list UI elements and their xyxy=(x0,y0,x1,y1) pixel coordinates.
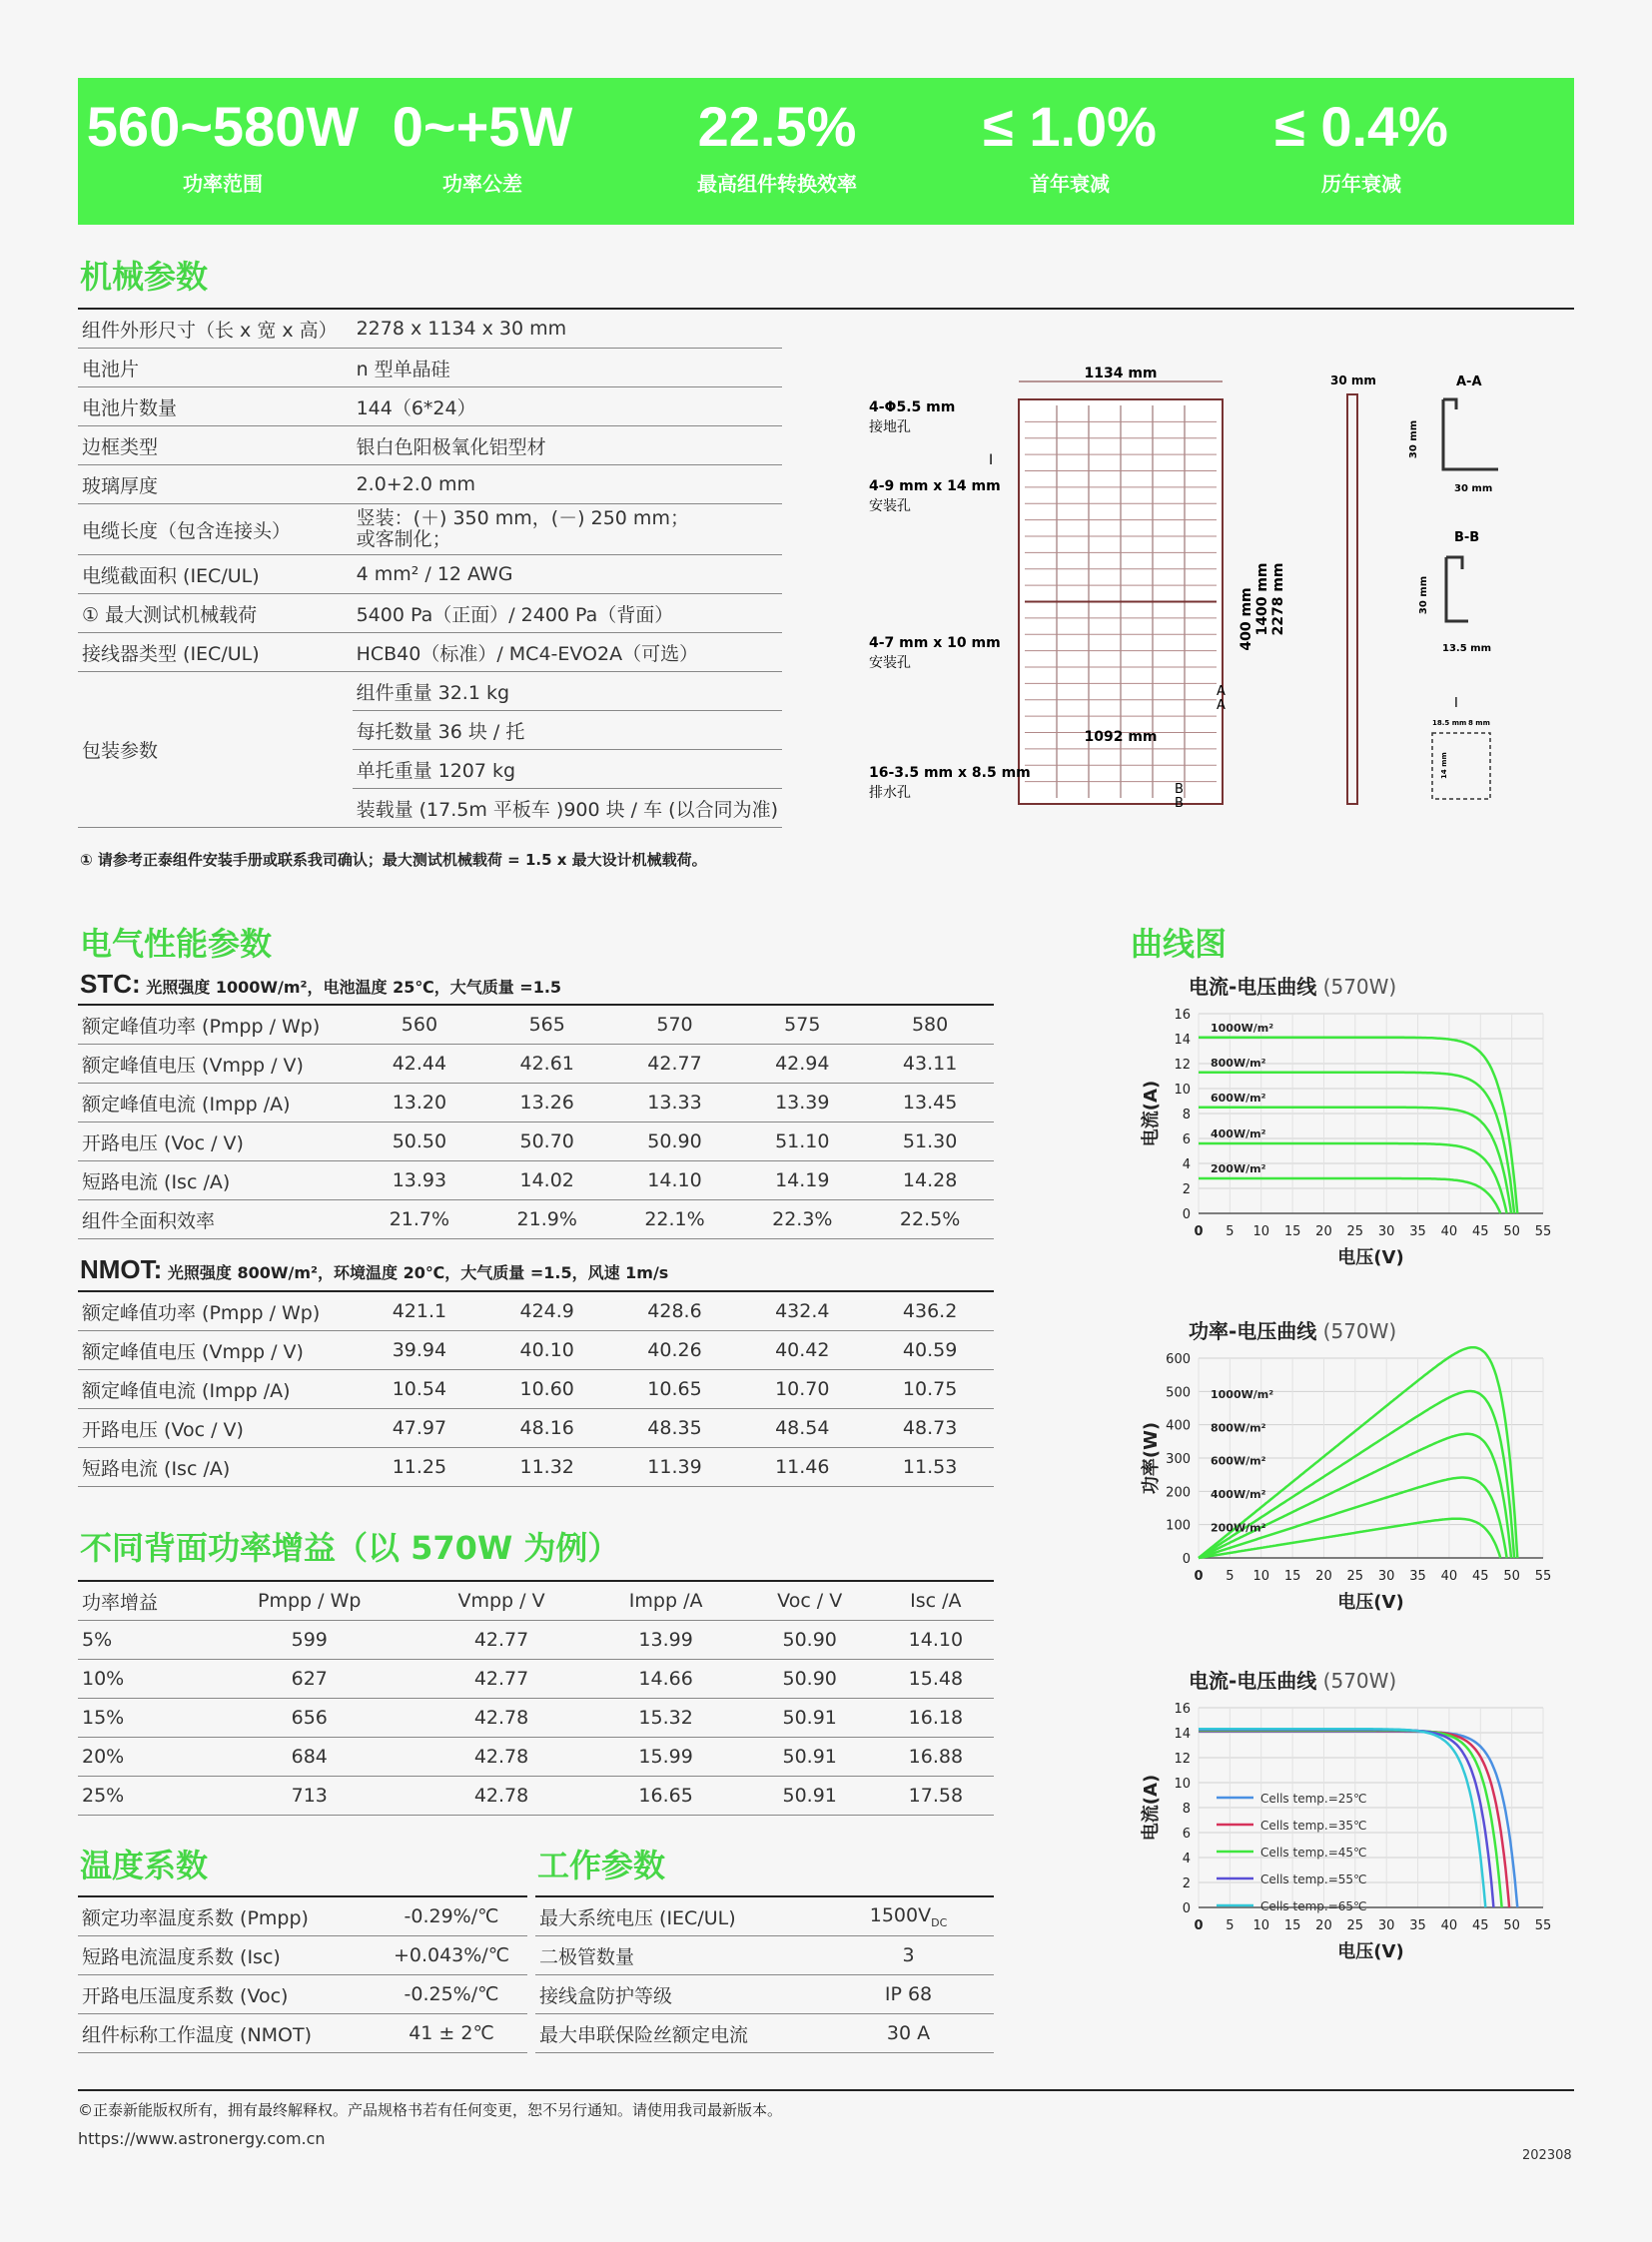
bb-dim-2: 13.5 mm xyxy=(1442,643,1491,654)
y-axis-label: 电流(A) xyxy=(1141,1774,1162,1842)
chart-iv-irradiance xyxy=(1129,964,1578,1283)
section-title-electrical: 电气性能参数 xyxy=(80,925,273,963)
table-cell: 17.58 xyxy=(878,1777,994,1816)
chart-iv-temperature xyxy=(1129,1658,1578,1987)
kpi-power-range: 560~580W 功率范围 xyxy=(86,95,360,196)
y-tick-label: 400 xyxy=(1166,1418,1191,1434)
bb-dim-1: 30 mm xyxy=(1418,575,1429,615)
kpi-annual-degradation: ≤ 0.4% 历年衰减 xyxy=(1274,95,1448,196)
mechanical-table xyxy=(78,310,782,828)
table-cell: 13.26 xyxy=(483,1084,611,1122)
table-cell: 短路电流温度系数 (Isc) xyxy=(78,1936,376,1975)
y-tick-label: 100 xyxy=(1166,1518,1191,1534)
table-cell: 13.99 xyxy=(590,1621,742,1660)
table-cell: 额定峰值功率 (Pmpp / Wp) xyxy=(78,1291,356,1331)
y-axis-label: 功率(W) xyxy=(1141,1421,1162,1495)
table-cell: 11.53 xyxy=(866,1448,994,1487)
table-cell: 11.46 xyxy=(738,1448,866,1487)
table-cell: 50.70 xyxy=(483,1122,611,1161)
y-tick-label: 10 xyxy=(1174,1083,1191,1098)
table-cell: 15% xyxy=(78,1699,206,1738)
table-cell: Impp /A xyxy=(590,1581,742,1621)
table-row: 电缆长度（包含连接头） 竖装：(＋) 350 mm，(－) 250 mm； 或客制化； xyxy=(78,504,782,555)
table-cell: 额定功率温度系数 (Pmpp) xyxy=(78,1896,376,1936)
table-cell: 14.28 xyxy=(866,1161,994,1200)
series-label: 600W/m² xyxy=(1211,1091,1266,1105)
table-row xyxy=(78,1200,994,1239)
table-cell: 40.59 xyxy=(866,1331,994,1370)
kpi-first-year-degradation: ≤ 1.0% 首年衰减 xyxy=(983,95,1157,196)
table-cell: 50.90 xyxy=(742,1660,878,1699)
x-tick-label: 40 xyxy=(1440,1918,1458,1933)
table-row: 包装参数 组件重量 32.1 kg xyxy=(78,672,782,711)
table-cell: 10.60 xyxy=(483,1370,611,1409)
table-cell: 42.78 xyxy=(413,1777,589,1816)
x-axis-label: 电压(V) xyxy=(1337,1247,1404,1268)
series-label: 400W/m² xyxy=(1211,1488,1266,1501)
table-cell: 40.10 xyxy=(483,1331,611,1370)
x-tick-label: 5 xyxy=(1226,1569,1235,1584)
table-row: 电池片 n 型单晶硅 xyxy=(78,349,782,387)
table-cell: 额定峰值电流 (Impp /A) xyxy=(78,1084,356,1122)
chart-pv-irradiance xyxy=(1129,1308,1578,1628)
x-axis-label: 电压(V) xyxy=(1337,1941,1404,1962)
callout-mount-hole-1-sub: 安装孔 xyxy=(869,498,911,514)
y-tick-label: 14 xyxy=(1174,1727,1191,1742)
table-row xyxy=(78,1896,527,1936)
series-label: 1000W/m² xyxy=(1211,1021,1274,1035)
table-cell: 42.77 xyxy=(413,1660,589,1699)
x-tick-label: 55 xyxy=(1534,1224,1552,1239)
table-row xyxy=(78,1621,994,1660)
x-tick-label: 35 xyxy=(1409,1569,1426,1584)
y-tick-label: 600 xyxy=(1166,1352,1191,1367)
table-cell: 额定峰值电压 (Vmpp / V) xyxy=(78,1331,356,1370)
y-tick-label: 16 xyxy=(1174,1702,1191,1717)
table-cell: 额定峰值电压 (Vmpp / V) xyxy=(78,1045,356,1084)
table-cell: 424.9 xyxy=(483,1291,611,1331)
mark-b2: B xyxy=(1175,796,1184,811)
stc-table xyxy=(78,1004,994,1239)
table-row: 接线器类型 (IEC/UL) HCB40（标准）/ MC4-EVO2A（可选） xyxy=(78,633,782,672)
table-cell: 50.90 xyxy=(611,1122,739,1161)
table-cell: 421.1 xyxy=(356,1291,483,1331)
table-cell: 11.32 xyxy=(483,1448,611,1487)
footer-code: 202308 xyxy=(1522,2148,1572,2163)
table-row xyxy=(78,1291,994,1331)
kpi-efficiency: 22.5% 最高组件转换效率 xyxy=(697,95,857,196)
side-width-label: 30 mm xyxy=(1330,374,1376,387)
table-cell: 11.25 xyxy=(356,1448,483,1487)
series-label: 200W/m² xyxy=(1211,1162,1266,1175)
x-tick-label: 10 xyxy=(1252,1918,1270,1933)
table-row xyxy=(78,1161,994,1200)
legend-label: Cells temp.=25℃ xyxy=(1260,1792,1367,1806)
table-cell: 40.26 xyxy=(611,1331,739,1370)
table-row: 每托数量 36 块 / 托 xyxy=(78,711,782,750)
i-dim-2: 8 mm xyxy=(1468,719,1490,727)
x-tick-label: 15 xyxy=(1283,1224,1301,1239)
x-tick-label: 20 xyxy=(1315,1569,1332,1584)
table-cell: 11.39 xyxy=(611,1448,739,1487)
section-title-mechanical: 机械参数 xyxy=(80,258,209,296)
stc-heading: STC: 光照强度 1000W/m²，电池温度 25℃，大气质量 =1.5 xyxy=(80,969,562,999)
table-cell: 51.30 xyxy=(866,1122,994,1161)
table-cell: 22.1% xyxy=(611,1200,739,1239)
legend-label: Cells temp.=35℃ xyxy=(1260,1819,1367,1833)
table-row xyxy=(78,1005,994,1045)
table-cell: 13.39 xyxy=(738,1084,866,1122)
x-tick-label: 50 xyxy=(1503,1918,1520,1933)
table-cell: 50.91 xyxy=(742,1699,878,1738)
table-cell: 10.65 xyxy=(611,1370,739,1409)
table-cell: 40.42 xyxy=(738,1331,866,1370)
bifacial-table xyxy=(78,1580,994,1816)
table-cell: 16.65 xyxy=(590,1777,742,1816)
operating-table xyxy=(535,1895,994,2053)
x-tick-label: 15 xyxy=(1283,1569,1301,1584)
table-cell: 组件标称工作温度 (NMOT) xyxy=(78,2014,376,2053)
table-cell: 15.32 xyxy=(590,1699,742,1738)
y-tick-label: 4 xyxy=(1182,1157,1191,1172)
table-cell: 13.45 xyxy=(866,1084,994,1122)
table-cell: 48.54 xyxy=(738,1409,866,1448)
x-tick-label: 40 xyxy=(1440,1569,1458,1584)
table-cell: 22.3% xyxy=(738,1200,866,1239)
y-tick-label: 6 xyxy=(1182,1827,1191,1842)
mark-a1: A xyxy=(1217,684,1226,699)
table-row: 电池片数量 144（6*24） xyxy=(78,387,782,426)
table-cell: 575 xyxy=(738,1005,866,1045)
series-label: 800W/m² xyxy=(1211,1056,1266,1070)
table-row: 二极管数量 3 xyxy=(535,1936,994,1975)
footer-url[interactable]: https://www.astronergy.com.cn xyxy=(78,2129,326,2148)
table-cell: 14.02 xyxy=(483,1161,611,1200)
y-tick-label: 8 xyxy=(1182,1802,1191,1817)
table-cell: 50.91 xyxy=(742,1777,878,1816)
dim-400: 400 mm xyxy=(1239,587,1254,651)
table-row xyxy=(78,1777,994,1816)
series-label: 600W/m² xyxy=(1211,1454,1266,1468)
x-tick-label: 0 xyxy=(1194,1224,1204,1239)
x-tick-label: 20 xyxy=(1315,1224,1332,1239)
y-tick-label: 6 xyxy=(1182,1132,1191,1147)
table-cell: 48.16 xyxy=(483,1409,611,1448)
mechanical-note: ① 请参考正泰组件安装手册或联系我司确认；最大测试机械载荷 = 1.5 x 最大设计机械载荷。 xyxy=(80,851,707,869)
table-cell: 42.77 xyxy=(611,1045,739,1084)
table-cell: 21.9% xyxy=(483,1200,611,1239)
table-cell: 开路电压 (Voc / V) xyxy=(78,1409,356,1448)
y-tick-label: 0 xyxy=(1182,1901,1191,1916)
callout-ground-hole-sub: 接地孔 xyxy=(869,419,911,435)
series-label: 1000W/m² xyxy=(1211,1388,1274,1401)
mark-i: I xyxy=(989,452,994,468)
table-row xyxy=(78,1660,994,1699)
table-cell: 13.20 xyxy=(356,1084,483,1122)
y-tick-label: 2 xyxy=(1182,1876,1191,1891)
x-tick-label: 55 xyxy=(1534,1569,1552,1584)
kpi-power-tolerance: 0~+5W 功率公差 xyxy=(392,95,573,196)
table-row: 边框类型 银白色阳极氧化铝型材 xyxy=(78,426,782,465)
x-tick-label: 45 xyxy=(1471,1918,1489,1933)
footer-copyright: ©正泰新能版权所有，拥有最终解释权。产品规格书若有任何变更，恕不另行通知。请使用我司最新版本。 xyxy=(78,2101,783,2119)
table-row xyxy=(78,2014,527,2053)
x-tick-label: 45 xyxy=(1471,1224,1489,1239)
y-tick-label: 10 xyxy=(1174,1777,1191,1792)
table-cell: 42.61 xyxy=(483,1045,611,1084)
table-row: 组件外形尺寸（长 x 宽 x 高） 2278 x 1134 x 30 mm xyxy=(78,310,782,349)
y-tick-label: 2 xyxy=(1182,1182,1191,1197)
table-cell: 48.35 xyxy=(611,1409,739,1448)
y-tick-label: 0 xyxy=(1182,1207,1191,1222)
section-aa-label: A-A xyxy=(1456,374,1482,389)
table-cell: 43.11 xyxy=(866,1045,994,1084)
table-cell: 42.78 xyxy=(413,1738,589,1777)
table-cell: 14.66 xyxy=(590,1660,742,1699)
table-cell: 16.18 xyxy=(878,1699,994,1738)
table-cell: 50.91 xyxy=(742,1738,878,1777)
table-cell: 22.5% xyxy=(866,1200,994,1239)
table-row: 最大系统电压 (IEC/UL) $1500V_{DC}$ xyxy=(535,1896,994,1936)
dim-1400: 1400 mm xyxy=(1254,562,1270,636)
y-tick-label: 12 xyxy=(1174,1058,1191,1073)
table-cell: 436.2 xyxy=(866,1291,994,1331)
table-cell: 41 ± 2℃ xyxy=(376,2014,527,2053)
kpi-banner xyxy=(78,78,1574,225)
y-tick-label: 200 xyxy=(1166,1485,1191,1501)
x-tick-label: 50 xyxy=(1503,1569,1520,1584)
table-cell: 51.10 xyxy=(738,1122,866,1161)
nmot-heading: NMOT: 光照强度 800W/m²，环境温度 20℃，大气质量 =1.5，风速 1m/s xyxy=(80,1254,669,1284)
y-tick-label: 4 xyxy=(1182,1852,1191,1867)
table-cell: Vmpp / V xyxy=(413,1581,589,1621)
y-tick-label: 16 xyxy=(1174,1008,1191,1023)
callout-drain-hole: 16-3.5 mm x 8.5 mm xyxy=(869,765,1031,781)
section-bb-profile xyxy=(1446,557,1468,621)
section-title-temperature: 温度系数 xyxy=(80,1847,209,1884)
y-tick-label: 300 xyxy=(1166,1452,1191,1467)
table-cell: 50.50 xyxy=(356,1122,483,1161)
x-tick-label: 10 xyxy=(1252,1569,1270,1584)
chart-title: 电流-电压曲线 (570W) xyxy=(1189,1669,1397,1693)
table-cell: 14.10 xyxy=(611,1161,739,1200)
table-row xyxy=(78,1975,527,2014)
x-tick-label: 25 xyxy=(1346,1918,1364,1933)
table-row: 玻璃厚度 2.0+2.0 mm xyxy=(78,465,782,504)
table-cell: 组件全面积效率 xyxy=(78,1200,356,1239)
table-cell: 10.54 xyxy=(356,1370,483,1409)
x-tick-label: 30 xyxy=(1377,1918,1395,1933)
x-tick-label: 55 xyxy=(1534,1918,1552,1933)
table-cell: 13.93 xyxy=(356,1161,483,1200)
x-tick-label: 5 xyxy=(1226,1224,1235,1239)
section-title-bifacial: 不同背面功率增益（以 570W 为例） xyxy=(80,1529,620,1567)
table-cell: 14.19 xyxy=(738,1161,866,1200)
table-cell: +0.043%/℃ xyxy=(376,1936,527,1975)
y-tick-label: 500 xyxy=(1166,1385,1191,1401)
table-cell: 10.70 xyxy=(738,1370,866,1409)
inner-width-label: 1092 mm xyxy=(1084,729,1158,745)
section-title-curves: 曲线图 xyxy=(1131,925,1228,963)
table-cell: 50.90 xyxy=(742,1621,878,1660)
series-line xyxy=(1199,1178,1500,1213)
table-cell: 428.6 xyxy=(611,1291,739,1331)
table-row xyxy=(78,1045,994,1084)
table-row xyxy=(78,1448,994,1487)
y-tick-label: 12 xyxy=(1174,1752,1191,1767)
chart-title: 电流-电压曲线 (570W) xyxy=(1189,975,1397,999)
table-cell: -0.25%/℃ xyxy=(376,1975,527,2014)
table-cell: 13.33 xyxy=(611,1084,739,1122)
table-cell: 580 xyxy=(866,1005,994,1045)
x-tick-label: 35 xyxy=(1409,1224,1426,1239)
x-axis-label: 电压(V) xyxy=(1337,1592,1404,1613)
x-tick-label: 0 xyxy=(1194,1569,1204,1584)
table-cell: 开路电压 (Voc / V) xyxy=(78,1122,356,1161)
i-dim-3: 14 mm xyxy=(1440,752,1448,779)
x-tick-label: 30 xyxy=(1377,1224,1395,1239)
x-tick-label: 40 xyxy=(1440,1224,1458,1239)
x-tick-label: 45 xyxy=(1471,1569,1489,1584)
table-row xyxy=(78,1581,994,1621)
y-axis-label: 电流(A) xyxy=(1141,1080,1162,1147)
series-label: 200W/m² xyxy=(1211,1521,1266,1535)
callout-mount-hole-2-sub: 安装孔 xyxy=(869,655,911,671)
table-cell: 42.94 xyxy=(738,1045,866,1084)
table-cell: 42.77 xyxy=(413,1621,589,1660)
table-cell: 599 xyxy=(206,1621,413,1660)
table-cell: 48.73 xyxy=(866,1409,994,1448)
series-label: 800W/m² xyxy=(1211,1421,1266,1435)
x-tick-label: 30 xyxy=(1377,1569,1395,1584)
table-cell: 16.88 xyxy=(878,1738,994,1777)
table-cell: 42.78 xyxy=(413,1699,589,1738)
table-row: 接线盒防护等级 IP 68 xyxy=(535,1975,994,2014)
x-tick-label: 15 xyxy=(1283,1918,1301,1933)
table-cell: -0.29%/℃ xyxy=(376,1896,527,1936)
table-cell: Isc /A xyxy=(878,1581,994,1621)
table-cell: 5% xyxy=(78,1621,206,1660)
i-dim-1: 18.5 mm xyxy=(1432,719,1467,727)
table-cell: 10% xyxy=(78,1660,206,1699)
table-cell: 14.10 xyxy=(878,1621,994,1660)
table-row xyxy=(78,1084,994,1122)
table-row xyxy=(78,1370,994,1409)
x-tick-label: 10 xyxy=(1252,1224,1270,1239)
table-cell: Voc / V xyxy=(742,1581,878,1621)
table-row xyxy=(78,1699,994,1738)
table-cell: 39.94 xyxy=(356,1331,483,1370)
dim-2278: 2278 mm xyxy=(1270,562,1286,636)
aa-dim-2: 30 mm xyxy=(1454,483,1493,494)
x-tick-label: 35 xyxy=(1409,1918,1426,1933)
x-tick-label: 5 xyxy=(1226,1918,1235,1933)
table-row: 单托重量 1207 kg xyxy=(78,750,782,789)
legend-label: Cells temp.=65℃ xyxy=(1260,1899,1367,1913)
x-tick-label: 25 xyxy=(1346,1224,1364,1239)
table-cell: 开路电压温度系数 (Voc) xyxy=(78,1975,376,2014)
table-cell: 短路电流 (Isc /A) xyxy=(78,1448,356,1487)
table-cell: 21.7% xyxy=(356,1200,483,1239)
series-label: 400W/m² xyxy=(1211,1127,1266,1140)
temperature-table xyxy=(78,1895,527,2053)
table-row xyxy=(78,1738,994,1777)
table-cell: 42.44 xyxy=(356,1045,483,1084)
table-cell: 短路电流 (Isc /A) xyxy=(78,1161,356,1200)
y-tick-label: 0 xyxy=(1182,1552,1191,1567)
table-cell: 10.75 xyxy=(866,1370,994,1409)
legend-label: Cells temp.=55℃ xyxy=(1260,1872,1367,1886)
table-cell: 额定峰值功率 (Pmpp / Wp) xyxy=(78,1005,356,1045)
table-cell: 560 xyxy=(356,1005,483,1045)
table-cell: Pmpp / Wp xyxy=(206,1581,413,1621)
callout-mount-hole-2: 4-7 mm x 10 mm xyxy=(869,635,1001,651)
table-cell: 570 xyxy=(611,1005,739,1045)
callout-mount-hole-1: 4-9 mm x 14 mm xyxy=(869,478,1001,494)
nmot-table xyxy=(78,1290,994,1487)
section-aa-profile xyxy=(1443,399,1498,469)
mark-b1: B xyxy=(1175,782,1184,797)
table-cell: 功率增益 xyxy=(78,1581,206,1621)
section-i-label: I xyxy=(1454,696,1458,711)
table-cell: 627 xyxy=(206,1660,413,1699)
table-cell: 25% xyxy=(78,1777,206,1816)
x-tick-label: 50 xyxy=(1503,1224,1520,1239)
table-row xyxy=(78,1409,994,1448)
table-row: 装载量 (17.5m 平板车 )900 块 / 车 (以合同为准) xyxy=(78,789,782,828)
table-cell: 432.4 xyxy=(738,1291,866,1331)
y-tick-label: 8 xyxy=(1182,1108,1191,1122)
table-cell: 20% xyxy=(78,1738,206,1777)
legend-label: Cells temp.=45℃ xyxy=(1260,1846,1367,1860)
table-cell: 15.99 xyxy=(590,1738,742,1777)
table-row xyxy=(78,1331,994,1370)
x-tick-label: 20 xyxy=(1315,1918,1332,1933)
table-cell: 656 xyxy=(206,1699,413,1738)
side-view xyxy=(1347,394,1357,804)
table-cell: 684 xyxy=(206,1738,413,1777)
callout-ground-hole: 4-Φ5.5 mm xyxy=(869,399,956,415)
x-tick-label: 25 xyxy=(1346,1569,1364,1584)
table-cell: 15.48 xyxy=(878,1660,994,1699)
table-row xyxy=(78,1122,994,1161)
table-cell: 713 xyxy=(206,1777,413,1816)
module-drawing xyxy=(859,360,1538,819)
section-title-operating: 工作参数 xyxy=(537,1847,666,1884)
footer-rule xyxy=(78,2089,1574,2091)
mark-a2: A xyxy=(1217,698,1226,713)
table-row: 电缆截面积 (IEC/UL) 4 mm² / 12 AWG xyxy=(78,555,782,594)
table-row xyxy=(78,1936,527,1975)
table-cell: 565 xyxy=(483,1005,611,1045)
table-cell: 额定峰值电流 (Impp /A) xyxy=(78,1370,356,1409)
y-tick-label: 14 xyxy=(1174,1033,1191,1048)
table-cell: 47.97 xyxy=(356,1409,483,1448)
section-bb-label: B-B xyxy=(1454,530,1480,545)
chart-title: 功率-电压曲线 (570W) xyxy=(1189,1319,1397,1343)
width-label: 1134 mm xyxy=(1084,366,1158,381)
table-row: 最大串联保险丝额定电流 30 A xyxy=(535,2014,994,2053)
aa-dim-1: 30 mm xyxy=(1408,419,1419,459)
table-row: ① 最大测试机械载荷 5400 Pa（正面）/ 2400 Pa（背面） xyxy=(78,594,782,633)
callout-drain-hole-sub: 排水孔 xyxy=(869,785,911,801)
x-tick-label: 0 xyxy=(1194,1918,1204,1933)
